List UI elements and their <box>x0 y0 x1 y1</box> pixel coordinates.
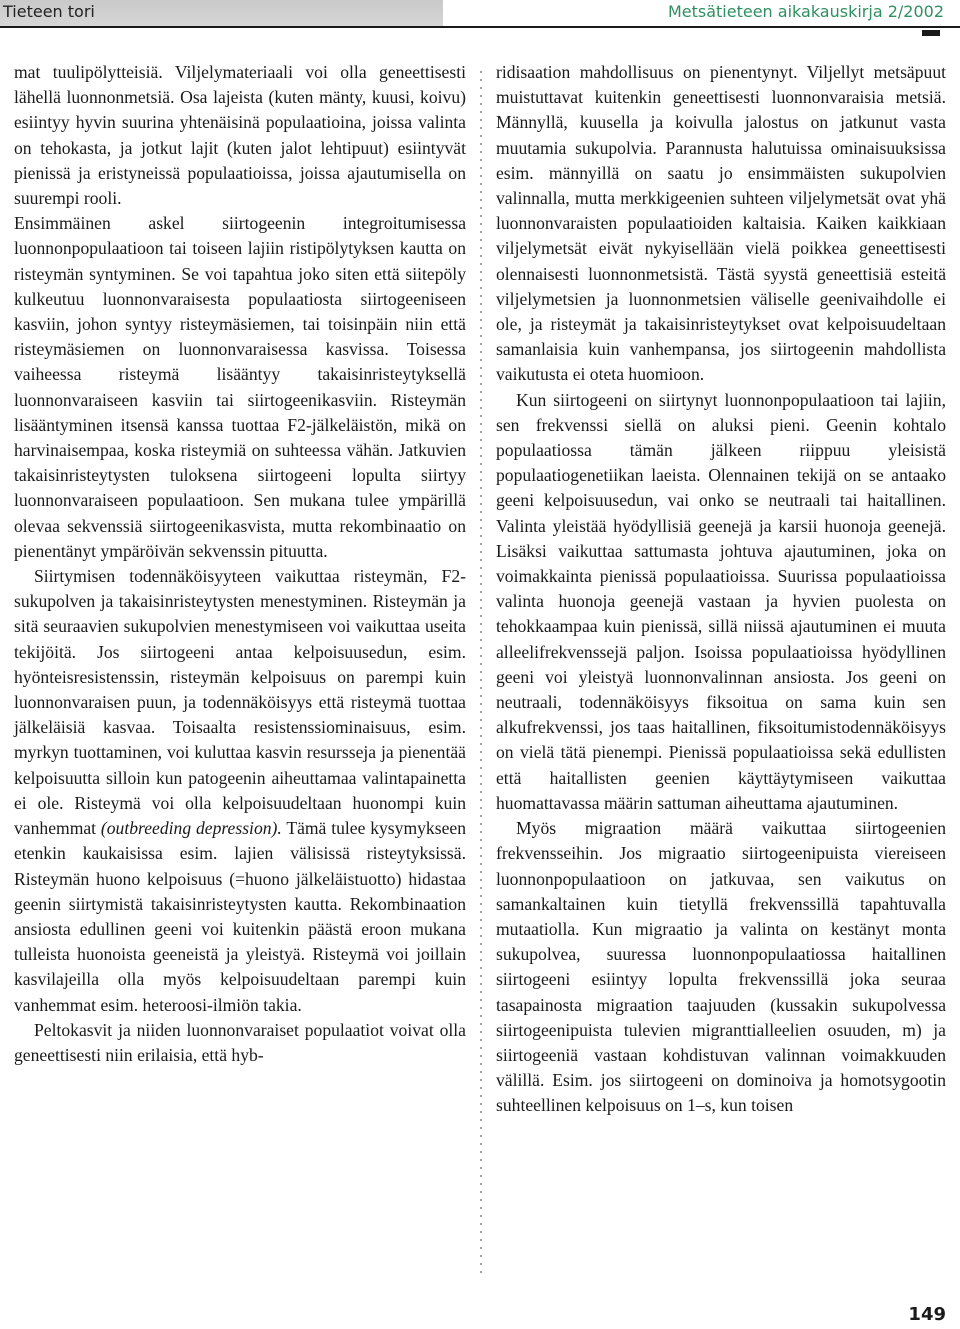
header-rule <box>0 26 960 28</box>
column-divider <box>480 68 482 1276</box>
paragraph-text: Siirtymisen todennäköisyyteen vaikuttaa risteymän, F2-sukupolven ja takaisinristeytysten menestyminen. Risteymän ja sitä seuraavien sukupolvien menestymiseen voi vaikuttaa useita tekijöitä. Jos siirtogeeni antaa kelpoisuusedun, esim. hyönteisresistenssin, risteymän kelpoisuus on parempi kuin luonnonvaraisen puun, ja todennäköisyys että risteymä tuottaa jälkeläisiä kasvaa. Toisaalta resistenssiominaisuus, esim. myrkyn tuottaminen, voi kuluttaa kasvin resursseja ja pienentää kelpoisuutta silloin kun patogeenin aiheuttamaa valintapainetta ei ole. Risteymä voi olla kelpoisuudeltaan huonompi kuin vanhemmat <box>14 566 466 839</box>
italic-term: (outbreeding depression). <box>100 818 282 839</box>
left-column <box>14 60 466 1068</box>
running-header <box>0 0 960 26</box>
paragraph-text: Tämä tulee kysymykseen etenkin kaukaisissa esim. lajien välisissä risteytyksissä. Risteymän huono kelpoisuus (=huono jälkeläistuotto) hidastaa geenin siirtymistä takaisinristeytysten kautta. Rekombinaation ansiosta edullinen geeni voi kuitenkin päästä eroon mukana tulleista huonoista geeneistä ja yleistyä. Risteymä voi joillain kasvilajeilla olla myös kelpoisuudeltaan parempi kuin vanhemmat esim. heteroosi-ilmiön takia. <box>14 818 466 1015</box>
paragraph: Myös migraation määrä vaikuttaa siirtogeenien frekvensseihin. Jos migraatio siirtogeenipuista viereiseen luonnonpopulaatioon on jatkuvaa, sen vaikutus on samankaltainen kuin tietyllä frekvenssillä tapahtuvalla mutaatiolla. Kun migraatio ja valinta on kestänyt monta sukupolvea, suuressa luonnonpopulaatiossa haitallinen siirtogeeni esiintyy lopulta frekvenssillä joka seuraa tasapainosta migraation taajuuden (kussakin sukupolvessa siirtogeenipuista tulevien migranttialleelien osuuden, m) ja siirtogeeniä vastaan kohdistuvan valinnan voimakkuuden välillä. Esim. jos siirtogeeni on dominoiva ja homotsygootin suhteellinen kelpoisuus on 1–s, kun toisen <box>496 818 946 1116</box>
paragraph: Peltokasvit ja niiden luonnonvaraiset populaatiot voivat olla geneettisesti niin erilaisia, että hyb- <box>14 1019 466 1065</box>
paragraph: mat tuulipölytteisiä. Viljelymateriaali voi olla geneettisesti lähellä luonnonmetsiä. Osa lajeista (kuten mänty, kuusi, koivu) esiintyy hyvin suurina yhtenäisinä populaatioina, joissa valinta on tehokasta, ja jotkut lajit (kuten jalot lehtipuut) esiintyvät pienissä ja eristyneissä populaatioissa, joissa ajautumisella on suurempi rooli. <box>14 62 466 209</box>
corner-mark <box>922 30 940 36</box>
paragraph: Ensimmäinen askel siirtogeenin integroitumisessa luonnonpopulaatioon tai toiseen lajiin ristipölytyksen kautta on risteymän syntyminen. Se voi tapahtua joko siten että siitepöly kulkeutuu luonnonvaraisesta populaatiosta siirtogeeniseen kasviin, johon syntyy risteymäsiemen, tai toisinpäin niin että risteymäsiemen on luonnonvaraisessa kasvissa. Toisessa vaiheessa risteymä lisääntyy takaisinristeytyksellä luonnonvaraiseen kasviin tai siirtogeenikasviin. Risteymän lisääntyminen itsensä kanssa tuottaa F2-jälkeläistön, mikä on harvinaisempaa, koska risteymiä on suhteessa vähän. Jatkuvien takaisinristeytysten tuloksena siirtogeeni lopulta siirtyy luonnonvaraiseen populaatioon. Sen mukana tulee ympärillä olevaa sekvenssiä siirtogeenikasvista, mutta rekombinaatio on pienentänyt ympäröivän sekvenssin pituutta. <box>14 213 466 561</box>
paragraph <box>14 564 466 1018</box>
section-title: Tieteen tori <box>0 0 443 26</box>
paragraph: Kun siirtogeeni on siirtynyt luonnonpopulaatioon tai lajiin, sen frekvenssi siellä on aluksi pieni. Geenin kohtalo populaatiossa tämän jälkeen riippuu yleisistä populaatiogenetiikan laeista. Olennainen tekijä on se antaako geeni kelpoisuusedun, vai onko se neutraali tai haitallinen. Valinta yleistää hyödyllisiä geenejä ja karsii huonoja geenejä. Lisäksi vaikuttaa sattumasta johtuva ajautuminen, joka on voimakkainta pienissä populaatioissa. Suurissa populaatioissa valinta huonoja geenejä vastaan ja hyvien puolesta on tehokkaampaa kuin pienissä, sillä niissä ajautuminen ei muuta alleelifrekvenssejä paljon. Isoissa populaatioissa hyödyllinen geeni voi yleistyä luonnonvalinnan ansiosta. Jos geeni on neutraali, todennäköisyys fiksoitua on sama kuin sen alkufrekvenssi, jos taas haitallinen, fiksoitumistodennäköisyys on vielä tätä pienempi. Pienissä populaatioissa sekä edullisten että haitallisten geenien käyttäytymiseen vaikuttaa huomattavassa määrin sattuman aiheuttama ajautuminen. <box>496 389 946 813</box>
journal-title: Metsätieteen aikakauskirja 2/2002 <box>667 2 944 21</box>
page-number: 149 <box>908 1304 946 1325</box>
right-column <box>496 60 946 1119</box>
paragraph: ridisaation mahdollisuus on pienentynyt. Viljellyt metsäpuut muistuttavat kuitenkin geneettisesti luonnonvaraisia metsiä. Männyllä, kuusella ja koivulla jalostus on jatkunut vasta muutamia sukupolvia. Parannusta halutuissa ominaisuuksissa esim. männyillä on saatu jo ensimmäisten sukupolvien valinnalla, mutta merkkigeenien suhteen viljelymetsät ovat yhä luonnonvaraisten populaatioiden kaltaisia. Kaiken kaikkiaan viljelymetsät eivät nykyisellään vielä poikkea geneettisesti olennaisesti luonnonmetsistä. Tästä syystä geneettisiä esteitä viljelymetsien ja luonnonmetsien väliselle geenivaihdolle ei ole, ja risteymät ja takaisinristeytykset ovat kelpoisuudeltaan samanlaisia kuin vanhempansa, jos siirtogeenin mahdollista vaikutusta ei oteta huomioon. <box>496 62 946 385</box>
